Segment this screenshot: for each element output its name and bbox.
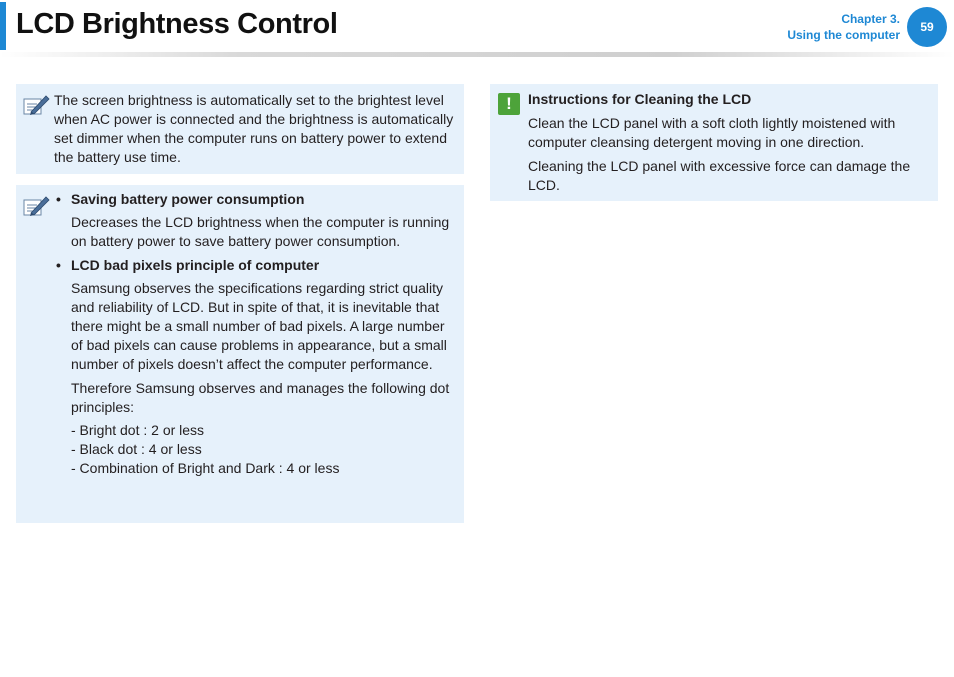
chapter-info: [787, 11, 900, 43]
caution-text: [528, 114, 932, 200]
note-pen-icon: [22, 92, 50, 118]
header-divider: [0, 52, 954, 57]
page-title: LCD Brightness Control: [16, 8, 338, 40]
caution-box-cleaning: [490, 84, 938, 201]
bullet-dot: •: [56, 257, 61, 273]
warning-icon: !: [498, 93, 520, 115]
bullet-title: Saving battery power consumption: [71, 191, 305, 207]
note-text: The screen brightness is automatically set to the brightest level when AC power is connected and the brightness is automatically set dimmer when the computer runs on battery power to extend the battery use time.: [54, 92, 454, 165]
dot-rule-bright: - Bright dot : 2 or less: [71, 422, 205, 438]
bullet-item-battery: [54, 190, 460, 209]
title-accent-bar: [0, 2, 6, 50]
note-box-brightness: [16, 84, 464, 174]
page-number-badge: 59: [907, 7, 947, 47]
dot-rule-black: - Black dot : 4 or less: [71, 441, 202, 457]
dot-rule-combination: - Combination of Bright and Dark : 4 or less: [71, 460, 340, 476]
note-pen-icon: [22, 193, 50, 219]
bullet-list: [54, 190, 460, 478]
note-box-battery-pixels: [16, 185, 464, 523]
page-header: [0, 0, 954, 56]
bullet-text: Decreases the LCD brightness when the computer is running on battery power to save battery power consumption.: [71, 214, 450, 249]
dot-rules-list: [54, 421, 460, 478]
caution-paragraph: Cleaning the LCD panel with excessive force can damage the LCD.: [528, 158, 911, 193]
chapter-label: Chapter 3.: [841, 12, 900, 26]
section-label: Using the computer: [787, 28, 900, 42]
caution-paragraph: Clean the LCD panel with a soft cloth lightly moistened with computer cleansing detergent moving in one direction.: [528, 115, 896, 150]
bullet-text-principles: Therefore Samsung observes and manages the following dot principles:: [71, 380, 450, 415]
bullet-item-bad-pixels: [54, 256, 460, 275]
caution-title: Instructions for Cleaning the LCD: [528, 91, 752, 107]
bullet-title: LCD bad pixels principle of computer: [71, 257, 320, 273]
bullet-dot: •: [56, 191, 61, 207]
bullet-text: Samsung observes the specifications regarding strict quality and reliability of LCD. But in spite of that, it is inevitable that there might be a small number of bad pixels. A large number of bad pixels can cause problems in appearance, but a small number of pixels doesn’t affect the computer performance.: [71, 280, 447, 372]
